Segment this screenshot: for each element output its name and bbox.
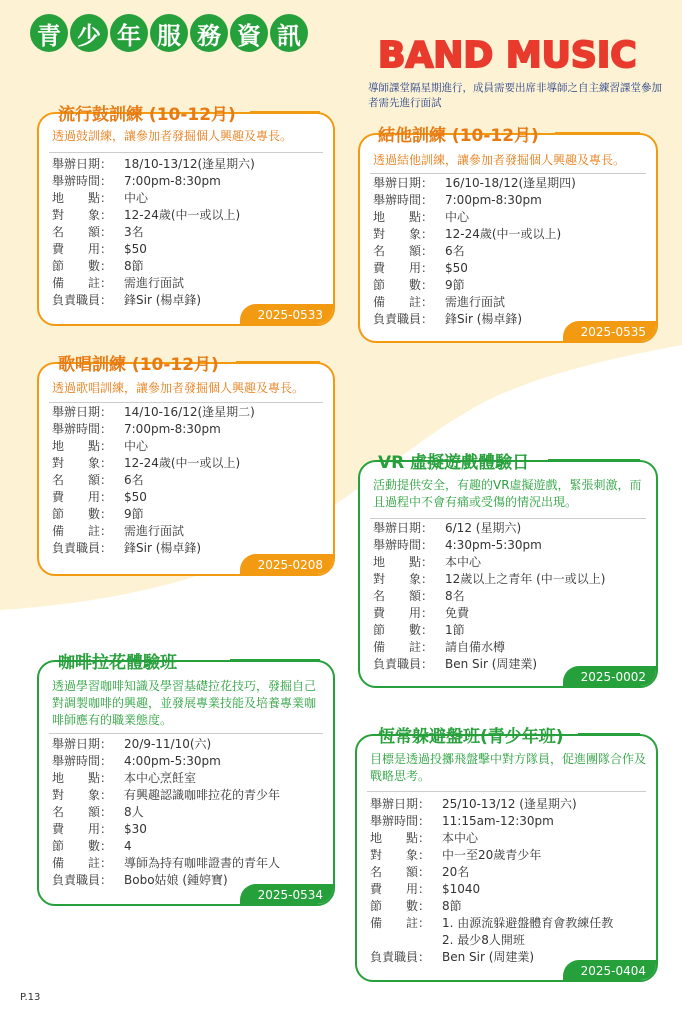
detail-value: 18/10-13/12(逢星期六) [124, 157, 255, 171]
detail-label: 地 點： [370, 831, 431, 845]
detail-label: 舉辦時間： [373, 193, 434, 207]
detail-value: 12歲以上之青年 (中一或以上) [445, 572, 606, 586]
title-char: 青 [30, 14, 68, 52]
detail-label: 負責職員： [370, 950, 431, 964]
detail-value: $50 [124, 242, 147, 256]
card-details [52, 404, 255, 557]
detail-label: 舉辦時間： [52, 754, 113, 768]
detail-value: 中一至20歲青少年 [442, 848, 542, 862]
detail-value: 6/12 (星期六) [445, 521, 522, 535]
detail-label: 費 用： [370, 882, 431, 896]
detail-row [52, 540, 255, 557]
divider [370, 518, 646, 519]
detail-row [52, 821, 280, 838]
detail-label: 費 用： [52, 822, 113, 836]
divider [49, 402, 323, 403]
detail-row [370, 898, 613, 915]
detail-value: 請自備水樽 [445, 640, 506, 654]
detail-label: 對 象： [52, 208, 113, 222]
detail-label: 舉辦日期： [373, 176, 434, 190]
detail-row [370, 847, 613, 864]
detail-row [52, 787, 280, 804]
detail-row [52, 506, 255, 523]
detail-row [370, 932, 613, 949]
detail-row [52, 855, 280, 872]
detail-label: 舉辦時間： [52, 174, 113, 188]
activity-code: 2025-0534 [240, 884, 335, 906]
detail-row [52, 489, 255, 506]
detail-row [370, 915, 613, 932]
detail-row [52, 838, 280, 855]
detail-label: 名 額： [52, 225, 113, 239]
detail-value: 9節 [445, 278, 465, 292]
divider [370, 173, 646, 174]
detail-value: 中心 [124, 439, 149, 453]
detail-row [52, 404, 255, 421]
detail-label: 費 用： [52, 490, 113, 504]
detail-row [52, 770, 280, 787]
detail-label: 費 用： [52, 242, 113, 256]
detail-label: 名 額： [52, 805, 113, 819]
detail-label: 費 用： [373, 606, 434, 620]
band-music-title: BAND MUSIC [378, 35, 637, 76]
detail-row [52, 224, 255, 241]
card-title: VR 虛擬遊戲體驗日 [378, 453, 530, 473]
card-drum-training [37, 112, 335, 326]
detail-row [373, 605, 605, 622]
card-details [370, 796, 613, 966]
title-char: 訊 [270, 14, 308, 52]
detail-label: 對 象： [52, 788, 113, 802]
detail-label: 對 象： [370, 848, 431, 862]
detail-value: 4:00pm-5:30pm [124, 754, 221, 768]
detail-value: 3名 [124, 225, 144, 239]
detail-row [373, 537, 605, 554]
detail-label: 負責職員： [52, 293, 113, 307]
detail-value: 4 [124, 839, 132, 853]
detail-row [373, 520, 605, 537]
page-number: P.13 [20, 992, 41, 1003]
detail-value: 鋒Sir (楊卓鋒) [445, 312, 523, 326]
detail-value: Bobo姑娘 (鍾婷寶) [124, 873, 228, 887]
card-description: 透過歌唱訓練，讓參加者發掘個人興趣及專長。 [52, 381, 305, 395]
detail-row [370, 813, 613, 830]
detail-row [52, 804, 280, 821]
card-description: 透過學習咖啡知識及學習基礎拉花技巧，發掘自己對調製咖啡的興趣，並發展專業技能及培養專業咖啡師應有的職業態度。 [52, 679, 317, 727]
detail-label [370, 932, 442, 949]
detail-row [373, 243, 576, 260]
title-underline [250, 111, 320, 113]
detail-label: 舉辦日期： [373, 521, 434, 535]
detail-value: 20名 [442, 865, 470, 879]
title-underline [548, 459, 640, 461]
detail-value: 14/10-16/12(逢星期二) [124, 405, 255, 419]
detail-label: 節 數： [373, 623, 434, 637]
detail-row [370, 881, 613, 898]
detail-value: 4:30pm-5:30pm [445, 538, 542, 552]
detail-label: 地 點： [52, 191, 113, 205]
activity-code: 2025-0533 [240, 304, 335, 326]
title-underline [236, 361, 320, 363]
card-details [52, 156, 255, 309]
detail-value: 導師為持有咖啡證書的青年人 [124, 856, 281, 870]
detail-label: 對 象： [52, 456, 113, 470]
detail-value: $1040 [442, 882, 481, 896]
detail-value: 16/10-18/12(逢星期四) [445, 176, 576, 190]
title-char: 資 [230, 14, 268, 52]
detail-row [52, 190, 255, 207]
detail-value: 需進行面試 [124, 276, 185, 290]
detail-value: 有興趣認識咖啡拉花的青少年 [124, 788, 281, 802]
detail-value: 需進行面試 [124, 524, 185, 538]
detail-value: 12-24歲(中一或以上) [124, 208, 241, 222]
detail-value: $50 [445, 261, 468, 275]
detail-row [52, 173, 255, 190]
detail-value: 1. 由源流躲避盤體育會教練任教 [442, 916, 614, 930]
detail-value: 8節 [442, 899, 462, 913]
detail-row [52, 241, 255, 258]
detail-row [52, 523, 255, 540]
detail-label: 地 點： [373, 210, 434, 224]
detail-value: 本中心 [445, 555, 482, 569]
card-details [373, 520, 605, 673]
detail-row [373, 175, 576, 192]
detail-label: 地 點： [52, 439, 113, 453]
card-dodgebee-class [355, 734, 658, 982]
title-char: 少 [70, 14, 108, 52]
card-singing-training [37, 362, 335, 576]
detail-row [52, 472, 255, 489]
detail-value: 8人 [124, 805, 144, 819]
card-vr-experience [358, 460, 658, 688]
detail-row [373, 209, 576, 226]
detail-row [52, 736, 280, 753]
detail-row [52, 753, 280, 770]
detail-row [373, 226, 576, 243]
card-guitar-training [358, 133, 658, 343]
detail-label: 舉辦日期： [52, 737, 113, 751]
band-music-note: 導師課堂隔星期進行，成員需要出席非導師之自主練習課堂參加者需先進行面試 [368, 82, 662, 109]
detail-row [52, 258, 255, 275]
detail-value: $50 [124, 490, 147, 504]
detail-value: Ben Sir (周建業) [442, 950, 535, 964]
detail-label: 舉辦時間： [373, 538, 434, 552]
detail-label: 費 用： [373, 261, 434, 275]
detail-label: 名 額： [373, 589, 434, 603]
divider [49, 152, 323, 153]
detail-label: 節 數： [52, 839, 113, 853]
card-description: 透過結他訓練，讓參加者發掘個人興趣及專長。 [373, 153, 626, 167]
detail-value: 11:15am-12:30pm [442, 814, 554, 828]
card-title: 歌唱訓練 (10-12月) [58, 355, 219, 375]
detail-row [52, 207, 255, 224]
detail-value: 20/9-11/10(六) [124, 737, 212, 751]
page-title [30, 14, 308, 52]
detail-value: 中心 [124, 191, 149, 205]
detail-row [373, 588, 605, 605]
title-underline [578, 733, 640, 735]
detail-label: 負責職員： [52, 541, 113, 555]
detail-row [373, 192, 576, 209]
title-char: 年 [110, 14, 148, 52]
detail-value: 6名 [445, 244, 465, 258]
detail-value: 中心 [445, 210, 470, 224]
detail-label: 備 註： [52, 524, 113, 538]
card-title: 流行鼓訓練 (10-12月) [58, 105, 236, 125]
detail-row [52, 421, 255, 438]
detail-label: 名 額： [373, 244, 434, 258]
card-title: 結他訓練 (10-12月) [378, 126, 539, 146]
card-details [373, 175, 576, 328]
detail-row [370, 864, 613, 881]
detail-value: 7:00pm-8:30pm [124, 422, 221, 436]
title-char: 服 [150, 14, 188, 52]
detail-label: 負責職員： [373, 312, 434, 326]
detail-row [52, 156, 255, 173]
detail-label: 舉辦時間： [52, 422, 113, 436]
card-details [52, 736, 280, 889]
detail-value: 本中心 [442, 831, 479, 845]
detail-value: 8節 [124, 259, 144, 273]
card-description: 目標是透過投擲飛盤擊中對方隊員，促進團隊合作及戰略思考。 [370, 752, 647, 783]
detail-value: 免費 [445, 606, 470, 620]
title-char: 務 [190, 14, 228, 52]
card-title: 恆常躲避盤班(青少年班) [378, 727, 564, 747]
card-coffee-latte-art [37, 660, 335, 906]
detail-row [52, 438, 255, 455]
activity-code: 2025-0002 [563, 666, 658, 688]
detail-value: 7:00pm-8:30pm [124, 174, 221, 188]
detail-value: 25/10-13/12 (逢星期六) [442, 797, 577, 811]
detail-label: 舉辦日期： [52, 405, 113, 419]
detail-label: 地 點： [52, 771, 113, 785]
detail-row [373, 622, 605, 639]
detail-value: 12-24歲(中一或以上) [445, 227, 562, 241]
detail-row [52, 455, 255, 472]
detail-label: 對 象： [373, 572, 434, 586]
detail-row [373, 260, 576, 277]
detail-row [370, 830, 613, 847]
detail-label: 負責職員： [52, 873, 113, 887]
detail-value: 2. 最少8人開班 [442, 933, 525, 947]
activity-code: 2025-0535 [563, 321, 658, 343]
detail-label: 備 註： [52, 276, 113, 290]
detail-label: 舉辦日期： [52, 157, 113, 171]
detail-value: $30 [124, 822, 147, 836]
detail-label: 名 額： [370, 865, 431, 879]
detail-label: 負責職員： [373, 657, 434, 671]
detail-value: 鋒Sir (楊卓鋒) [124, 541, 202, 555]
detail-value: 本中心烹飪室 [124, 771, 197, 785]
activity-code: 2025-0404 [563, 960, 658, 982]
detail-value: 12-24歲(中一或以上) [124, 456, 241, 470]
divider [367, 791, 646, 792]
detail-label: 備 註： [370, 916, 431, 930]
detail-label: 節 數： [52, 507, 113, 521]
detail-label: 舉辦時間： [370, 814, 431, 828]
detail-value: 9節 [124, 507, 144, 521]
detail-row [373, 571, 605, 588]
detail-value: 8名 [445, 589, 465, 603]
detail-value: 6名 [124, 473, 144, 487]
detail-label: 備 註： [373, 640, 434, 654]
detail-row [52, 292, 255, 309]
title-underline [555, 132, 640, 134]
detail-row [370, 796, 613, 813]
detail-label: 節 數： [373, 278, 434, 292]
detail-row [373, 639, 605, 656]
activity-code: 2025-0208 [240, 554, 335, 576]
title-underline [230, 659, 320, 661]
detail-value: 7:00pm-8:30pm [445, 193, 542, 207]
card-title: 咖啡拉花體驗班 [58, 653, 177, 673]
detail-value: Ben Sir (周建業) [445, 657, 538, 671]
detail-value: 1節 [445, 623, 465, 637]
detail-row [373, 311, 576, 328]
detail-value: 需進行面試 [445, 295, 506, 309]
detail-label: 地 點： [373, 555, 434, 569]
detail-label: 對 象： [373, 227, 434, 241]
detail-row [373, 277, 576, 294]
card-description: 透過鼓訓練，讓參加者發掘個人興趣及專長。 [52, 129, 293, 143]
detail-row [52, 275, 255, 292]
detail-row [373, 554, 605, 571]
detail-label: 舉辦日期： [370, 797, 431, 811]
detail-label: 備 註： [52, 856, 113, 870]
detail-label: 備 註： [373, 295, 434, 309]
divider [49, 733, 323, 734]
detail-value: 鋒Sir (楊卓鋒) [124, 293, 202, 307]
card-description: 活動提供安全，有趣的VR虛擬遊戲，緊張刺激，而且過程中不會有痛或受傷的情況出現。 [373, 478, 642, 509]
detail-label: 節 數： [370, 899, 431, 913]
detail-label: 名 額： [52, 473, 113, 487]
detail-row [373, 294, 576, 311]
detail-label: 節 數： [52, 259, 113, 273]
